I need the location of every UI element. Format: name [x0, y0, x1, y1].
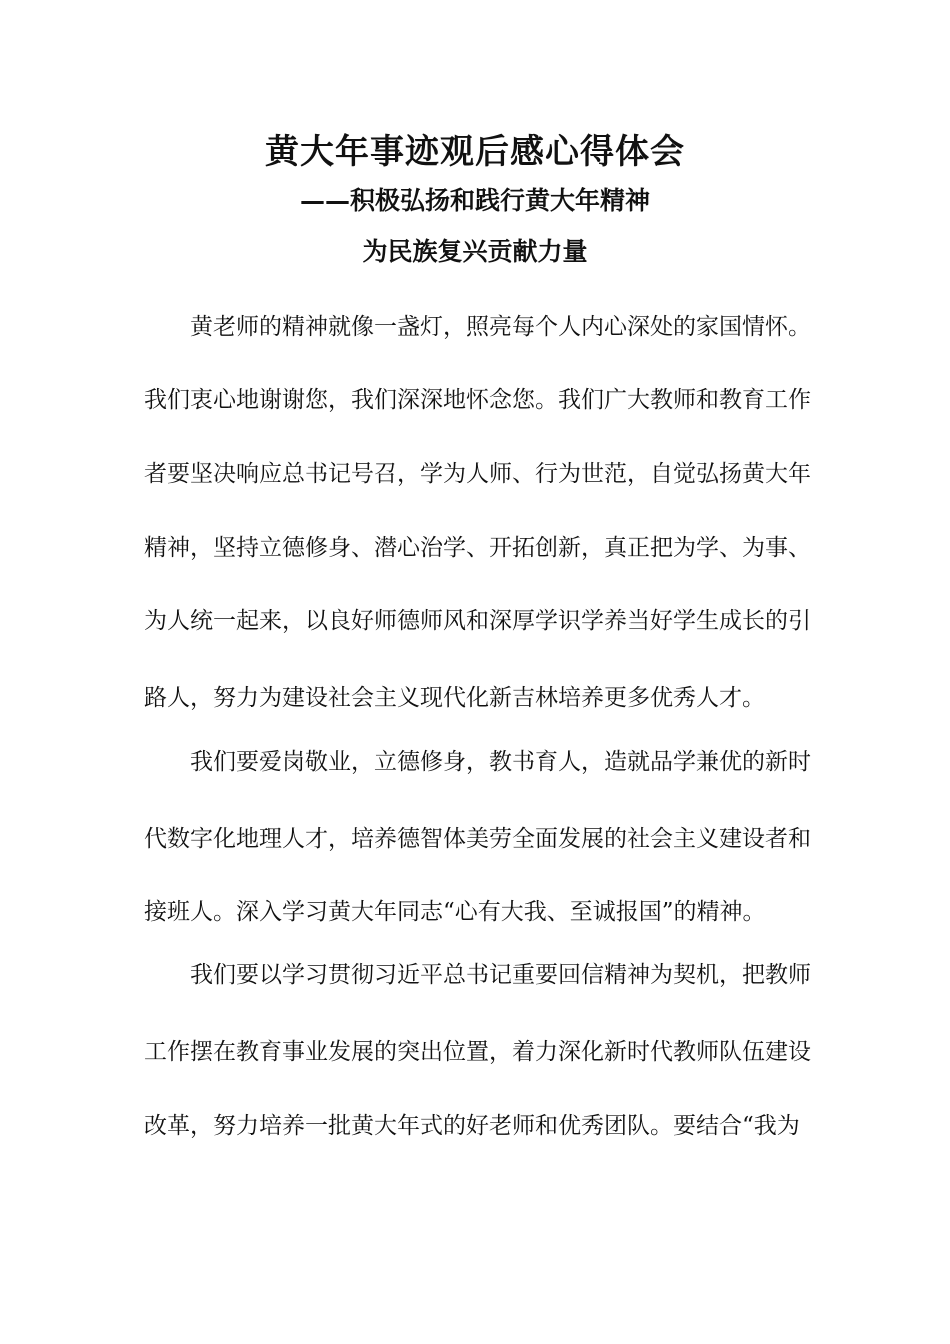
body-line: 改革，努力培养一批黄大年式的好老师和优秀团队。要结合“我为 — [144, 1113, 800, 1139]
document-subtitle-line-2: 为民族复兴贡献力量 — [362, 237, 588, 266]
body-line: 工作摆在教育事业发展的突出位置，着力深化新时代教师队伍建设 — [144, 1039, 811, 1065]
body-line: 代数字化地理人才，培养德智体美劳全面发展的社会主义建设者和 — [144, 826, 811, 852]
body-line: 为人统一起来，以良好师德师风和深厚学识学养当好学生成长的引 — [144, 608, 811, 634]
body-line: 者要坚决响应总书记号召，学为人师、行为世范，自觉弘扬黄大年 — [144, 461, 811, 487]
body-line: 我们要以学习贯彻习近平总书记重要回信精神为契机，把教师 — [190, 962, 811, 988]
body-line: 我们衷心地谢谢您，我们深深地怀念您。我们广大教师和教育工作 — [144, 387, 811, 413]
document-title: 黄大年事迹观后感心得体会 — [265, 132, 685, 172]
body-line: 黄老师的精神就像一盏灯，照亮每个人内心深处的家国情怀。 — [190, 314, 811, 340]
document-subtitle-line-1: ——积极弘扬和践行黄大年精神 — [299, 186, 650, 215]
body-line: 精神，坚持立德修身、潜心治学、开拓创新，真正把为学、为事、 — [144, 535, 811, 561]
body-line: 我们要爱岗敬业，立德修身，教书育人，造就品学兼优的新时 — [190, 749, 811, 775]
body-line: 路人，努力为建设社会主义现代化新吉林培养更多优秀人才。 — [144, 685, 765, 711]
body-line: 接班人。深入学习黄大年同志“心有大我、至诚报国”的精神。 — [144, 899, 766, 925]
